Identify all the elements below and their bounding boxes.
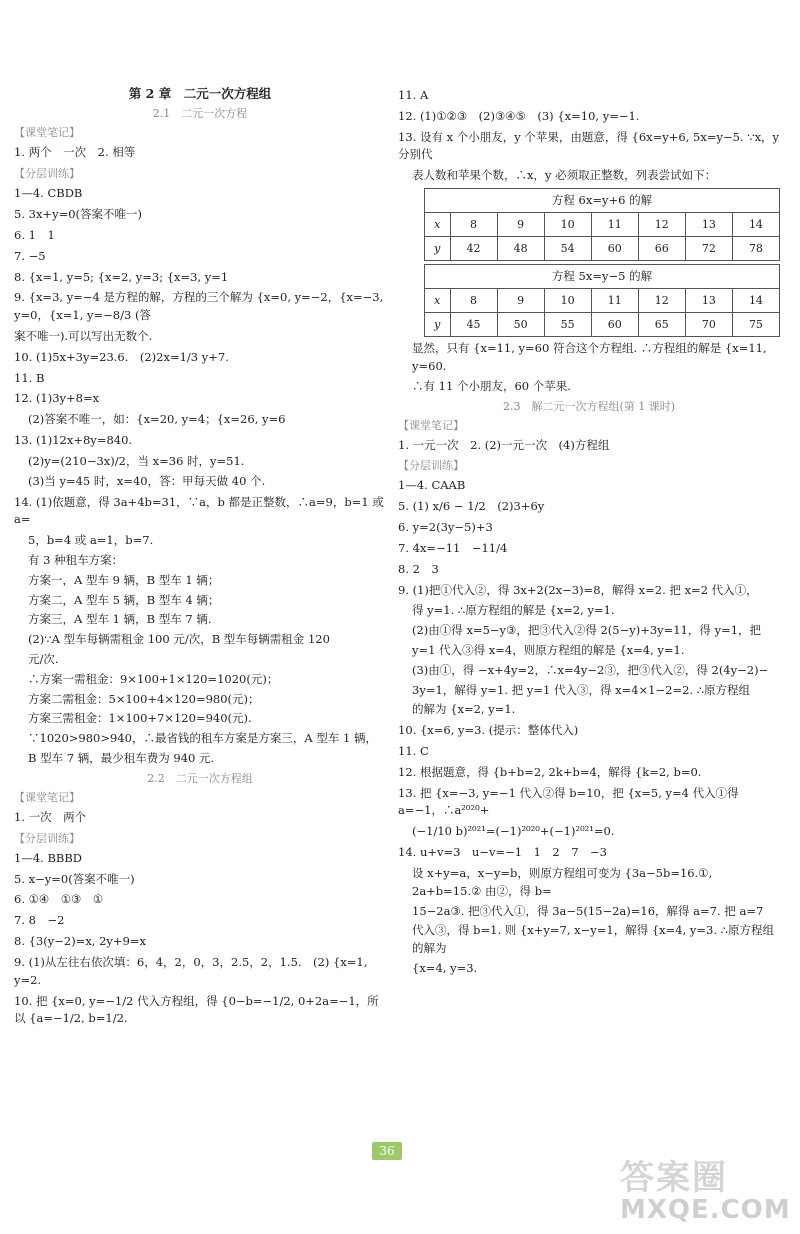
answer-line: 代入③，得 b=1. 则 {x+y=7, x−y=1，解得 {x=4, y=3. ∴原方程组的解为 — [412, 923, 775, 956]
table-cell: 42 — [450, 237, 497, 261]
table-row — [425, 213, 780, 237]
layered-training-label: 【分层训练】 — [14, 167, 80, 181]
chapter-title: 第 2 章 二元一次方程组 — [128, 86, 272, 101]
answer-line: 方案二需租金：5×100+4×120=980(元)； — [28, 691, 260, 706]
answer-line: (2)由①得 x=5−y③，把③代入②得 2(5−y)+3y=11，得 y=1，把 — [412, 623, 762, 638]
answer-line: 11. C — [398, 744, 429, 759]
answer-line: 11. A — [398, 88, 429, 102]
watermark — [620, 1150, 790, 1228]
table-cell: 45 — [450, 313, 497, 337]
answer-line: 表人数和苹果个数，∴x，y 必须取正整数，列表尝试如下： — [412, 168, 717, 183]
section-2-2-title: 2.2 二元一次方程组 — [147, 771, 253, 785]
answer-line: 5. (1) x/6 − 1/2 (2)3+6y — [398, 499, 545, 514]
answer-line: 9. {x=3, y=−4 是方程的解，方程的三个解为 {x=0, y=−2，{x=−3, y=0，{x=1, y=−8/3 (答 — [14, 290, 384, 323]
answer-line: 1. 两个 一次 2. 相等 — [14, 145, 136, 160]
table-cell: 12 — [638, 213, 685, 237]
table-row — [425, 313, 780, 337]
row-header: y — [425, 237, 451, 261]
answer-line: 13. (1)12x+8y=840. — [14, 433, 133, 448]
answer-line: (−1/10 b)²⁰²¹=(−1)²⁰²⁰+(−1)²⁰²¹=0. — [412, 824, 615, 839]
answer-line: 5. x−y=0(答案不唯一) — [14, 871, 135, 886]
table-cell: 66 — [638, 237, 685, 261]
answer-line: 8. {3(y−2)=x, 2y+9=x — [14, 934, 147, 949]
answer-line: 5，b=4 或 a=1，b=7. — [28, 533, 154, 548]
answer-line: 方案三，A 型车 1 辆，B 型车 7 辆. — [28, 612, 212, 627]
answer-line: 7. −5 — [14, 248, 46, 263]
answer-line: (2)∵A 型车每辆需租金 100 元/次，B 型车每辆需租金 120 — [28, 632, 330, 647]
table-row — [425, 237, 780, 261]
answer-line: 1—4. CBDB — [14, 186, 83, 201]
answer-line: 的解为 {x=2, y=1. — [412, 702, 516, 717]
answer-line: 得 y=1. ∴原方程组的解是 {x=2, y=1. — [412, 603, 615, 618]
answer-line: 设 x+y=a，x−y=b，则原方程组可变为 {3a−5b=16.①, 2a+b=15.② 由②，得 b= — [412, 865, 713, 898]
table-title: 方程 5x=y−5 的解 — [425, 265, 780, 289]
answer-line: {x=4, y=3. — [412, 960, 478, 975]
table-cell: 60 — [591, 237, 638, 261]
answer-line: 15−2a③. 把③代入①，得 3a−5(15−2a)=16，解得 a=7. 把 a=7 — [412, 903, 764, 918]
answer-line: 显然，只有 {x=11, y=60 符合这个方程组. ∴方程组的解是 {x=11, y=60. — [412, 341, 767, 373]
table-cell: 65 — [638, 313, 685, 337]
answer-line: 5. 3x+y=0(答案不唯一) — [14, 207, 142, 222]
answer-line: 1. 一元一次 2. (2)一元一次 (4)方程组 — [398, 437, 610, 452]
answer-line: 10. 把 {x=0, y=−1/2 代入方程组，得 {0−b=−1/2, 0+2a=−1，所以 {a=−1/2, b=1/2. — [14, 993, 379, 1026]
answer-line: 12. (1)3y+8=x — [14, 391, 100, 406]
answer-line: 13. 设有 x 个小朋友，y 个苹果，由题意，得 {6x=y+6, 5x=y−5. ∵x，y 分别代 — [398, 129, 780, 162]
row-header: y — [425, 313, 451, 337]
page-number: 36 — [372, 1142, 402, 1160]
layered-training-label: 【分层训练】 — [14, 831, 80, 845]
answer-line: 14. (1)依题意，得 3a+4b=31，∵a，b 都是正整数，∴a=9，b=1 或 a= — [14, 494, 384, 527]
answer-line: ∵1020>980>940，∴最省钱的租车方案是方案三，A 型车 1 辆， — [28, 731, 378, 746]
answer-line: 14. u+v=3 u−v=−1 1 2 7 −3 — [398, 845, 607, 860]
table-cell: 78 — [732, 237, 779, 261]
solution-table-1 — [424, 188, 780, 261]
answer-line: B 型车 7 辆，最少租车费为 940 元. — [28, 751, 215, 766]
table-cell: 13 — [685, 213, 732, 237]
table-cell: 10 — [544, 289, 591, 313]
table-cell: 9 — [497, 213, 544, 237]
answer-line: 10. (1)5x+3y=23.6. (2)2x=1/3 y+7. — [14, 349, 229, 364]
answer-line: 7. 4x=−11 −11/4 — [398, 540, 508, 555]
answer-line: 1. 一次 两个 — [14, 809, 87, 824]
section-2-1-title: 2.1 二元一次方程 — [152, 107, 248, 121]
answer-line: 9. (1)从左往右依次填：6，4，2，0，3，2.5，2，1.5. (2) {x=1, y=2. — [14, 954, 368, 987]
answer-line: 12. 根据题意，得 {b+b=2, 2k+b=4，解得 {k=2, b=0. — [398, 764, 702, 779]
row-header: x — [425, 289, 451, 313]
answer-line: 方案一，A 型车 9 辆，B 型车 1 辆； — [28, 572, 220, 587]
class-notes-label: 【课堂笔记】 — [398, 418, 464, 432]
answer-line: 1—4. BBBD — [14, 850, 83, 865]
table-cell: 72 — [685, 237, 732, 261]
answer-line: 1—4. CAAB — [398, 478, 466, 493]
table-cell: 11 — [591, 289, 638, 313]
table-cell: 14 — [732, 289, 779, 313]
watermark-url: MXQE.COM — [620, 1195, 791, 1225]
table-cell: 8 — [450, 213, 497, 237]
answer-line: (2)答案不唯一，如：{x=20, y=4；{x=26, y=6 — [28, 412, 286, 427]
table-cell: 14 — [732, 213, 779, 237]
answer-line: 6. ①④ ①③ ① — [14, 892, 104, 907]
table-cell: 13 — [685, 289, 732, 313]
answer-line: 元/次. — [28, 652, 59, 667]
answer-line: 3y=1，解得 y=1. 把 y=1 代入③，得 x=4×1−2=2. ∴原方程组 — [412, 682, 751, 697]
answer-line: 案不唯一).可以写出无数个. — [14, 329, 153, 344]
table-cell: 48 — [497, 237, 544, 261]
answer-line: 7. 8 −2 — [14, 913, 65, 928]
answer-line: 12. (1)①②③ (2)③④⑤ (3) {x=10, y=−1. — [398, 108, 640, 123]
answer-line: (3)当 y=45 时，x=40，答：甲每天做 40 个. — [28, 473, 266, 488]
answer-line: 10. {x=6, y=3. (提示：整体代入) — [398, 723, 579, 738]
class-notes-label: 【课堂笔记】 — [14, 790, 80, 804]
table-cell: 54 — [544, 237, 591, 261]
table-cell: 12 — [638, 289, 685, 313]
answer-line: 有 3 种租车方案： — [28, 552, 124, 567]
answer-line: 8. {x=1, y=5; {x=2, y=3; {x=3, y=1 — [14, 269, 229, 284]
class-notes-label: 【课堂笔记】 — [14, 126, 80, 140]
layered-training-label: 【分层训练】 — [398, 459, 464, 473]
table-cell: 8 — [450, 289, 497, 313]
answer-line: (3)由①，得 −x+4y=2，∴x=4y−2③，把③代入②，得 2(4y−2)− — [412, 662, 769, 677]
answer-line: 6. 1 1 — [14, 227, 55, 242]
answer-line: 方案二，A 型车 5 辆，B 型车 4 辆； — [28, 592, 220, 607]
table-cell: 9 — [497, 289, 544, 313]
answer-line: y=1 代入③得 x=4，则原方程组的解是 {x=4, y=1. — [412, 642, 685, 657]
left-column — [14, 84, 386, 1031]
table-cell: 75 — [732, 313, 779, 337]
watermark-logo: 答案圈 — [620, 1158, 728, 1198]
table-title: 方程 6x=y+6 的解 — [425, 189, 780, 213]
table-cell: 60 — [591, 313, 638, 337]
table-cell: 50 — [497, 313, 544, 337]
table-cell: 10 — [544, 213, 591, 237]
table-row — [425, 289, 780, 313]
answer-line: ∴有 11 个小朋友，60 个苹果. — [412, 378, 571, 393]
answer-line: ∴方案一需租金：9×100+1×120=1020(元)； — [28, 671, 279, 686]
table-cell: 70 — [685, 313, 732, 337]
table-cell: 55 — [544, 313, 591, 337]
section-2-3-title: 2.3 解二元一次方程组(第 1 课时) — [502, 399, 676, 413]
answer-line: 方案三需租金：1×100+7×120=940(元). — [28, 711, 252, 726]
right-column — [398, 84, 780, 980]
row-header: x — [425, 213, 451, 237]
answer-line: (2)y=(210−3x)/2，当 x=36 时，y=51. — [28, 453, 245, 468]
answer-line: 8. 2 3 — [398, 561, 439, 576]
table-cell: 11 — [591, 213, 638, 237]
answer-line: 11. B — [14, 370, 45, 385]
solution-table-2 — [424, 264, 780, 337]
answer-line: 6. y=2(3y−5)+3 — [398, 520, 493, 535]
answer-line: 9. (1)把①代入②，得 3x+2(2x−3)=8，解得 x=2. 把 x=2 代入①， — [398, 582, 758, 597]
answer-line: 13. 把 {x=−3, y=−1 代入②得 b=10，把 {x=5, y=4 代入①得 a=−1，∴a²⁰²⁰+ — [398, 785, 739, 818]
